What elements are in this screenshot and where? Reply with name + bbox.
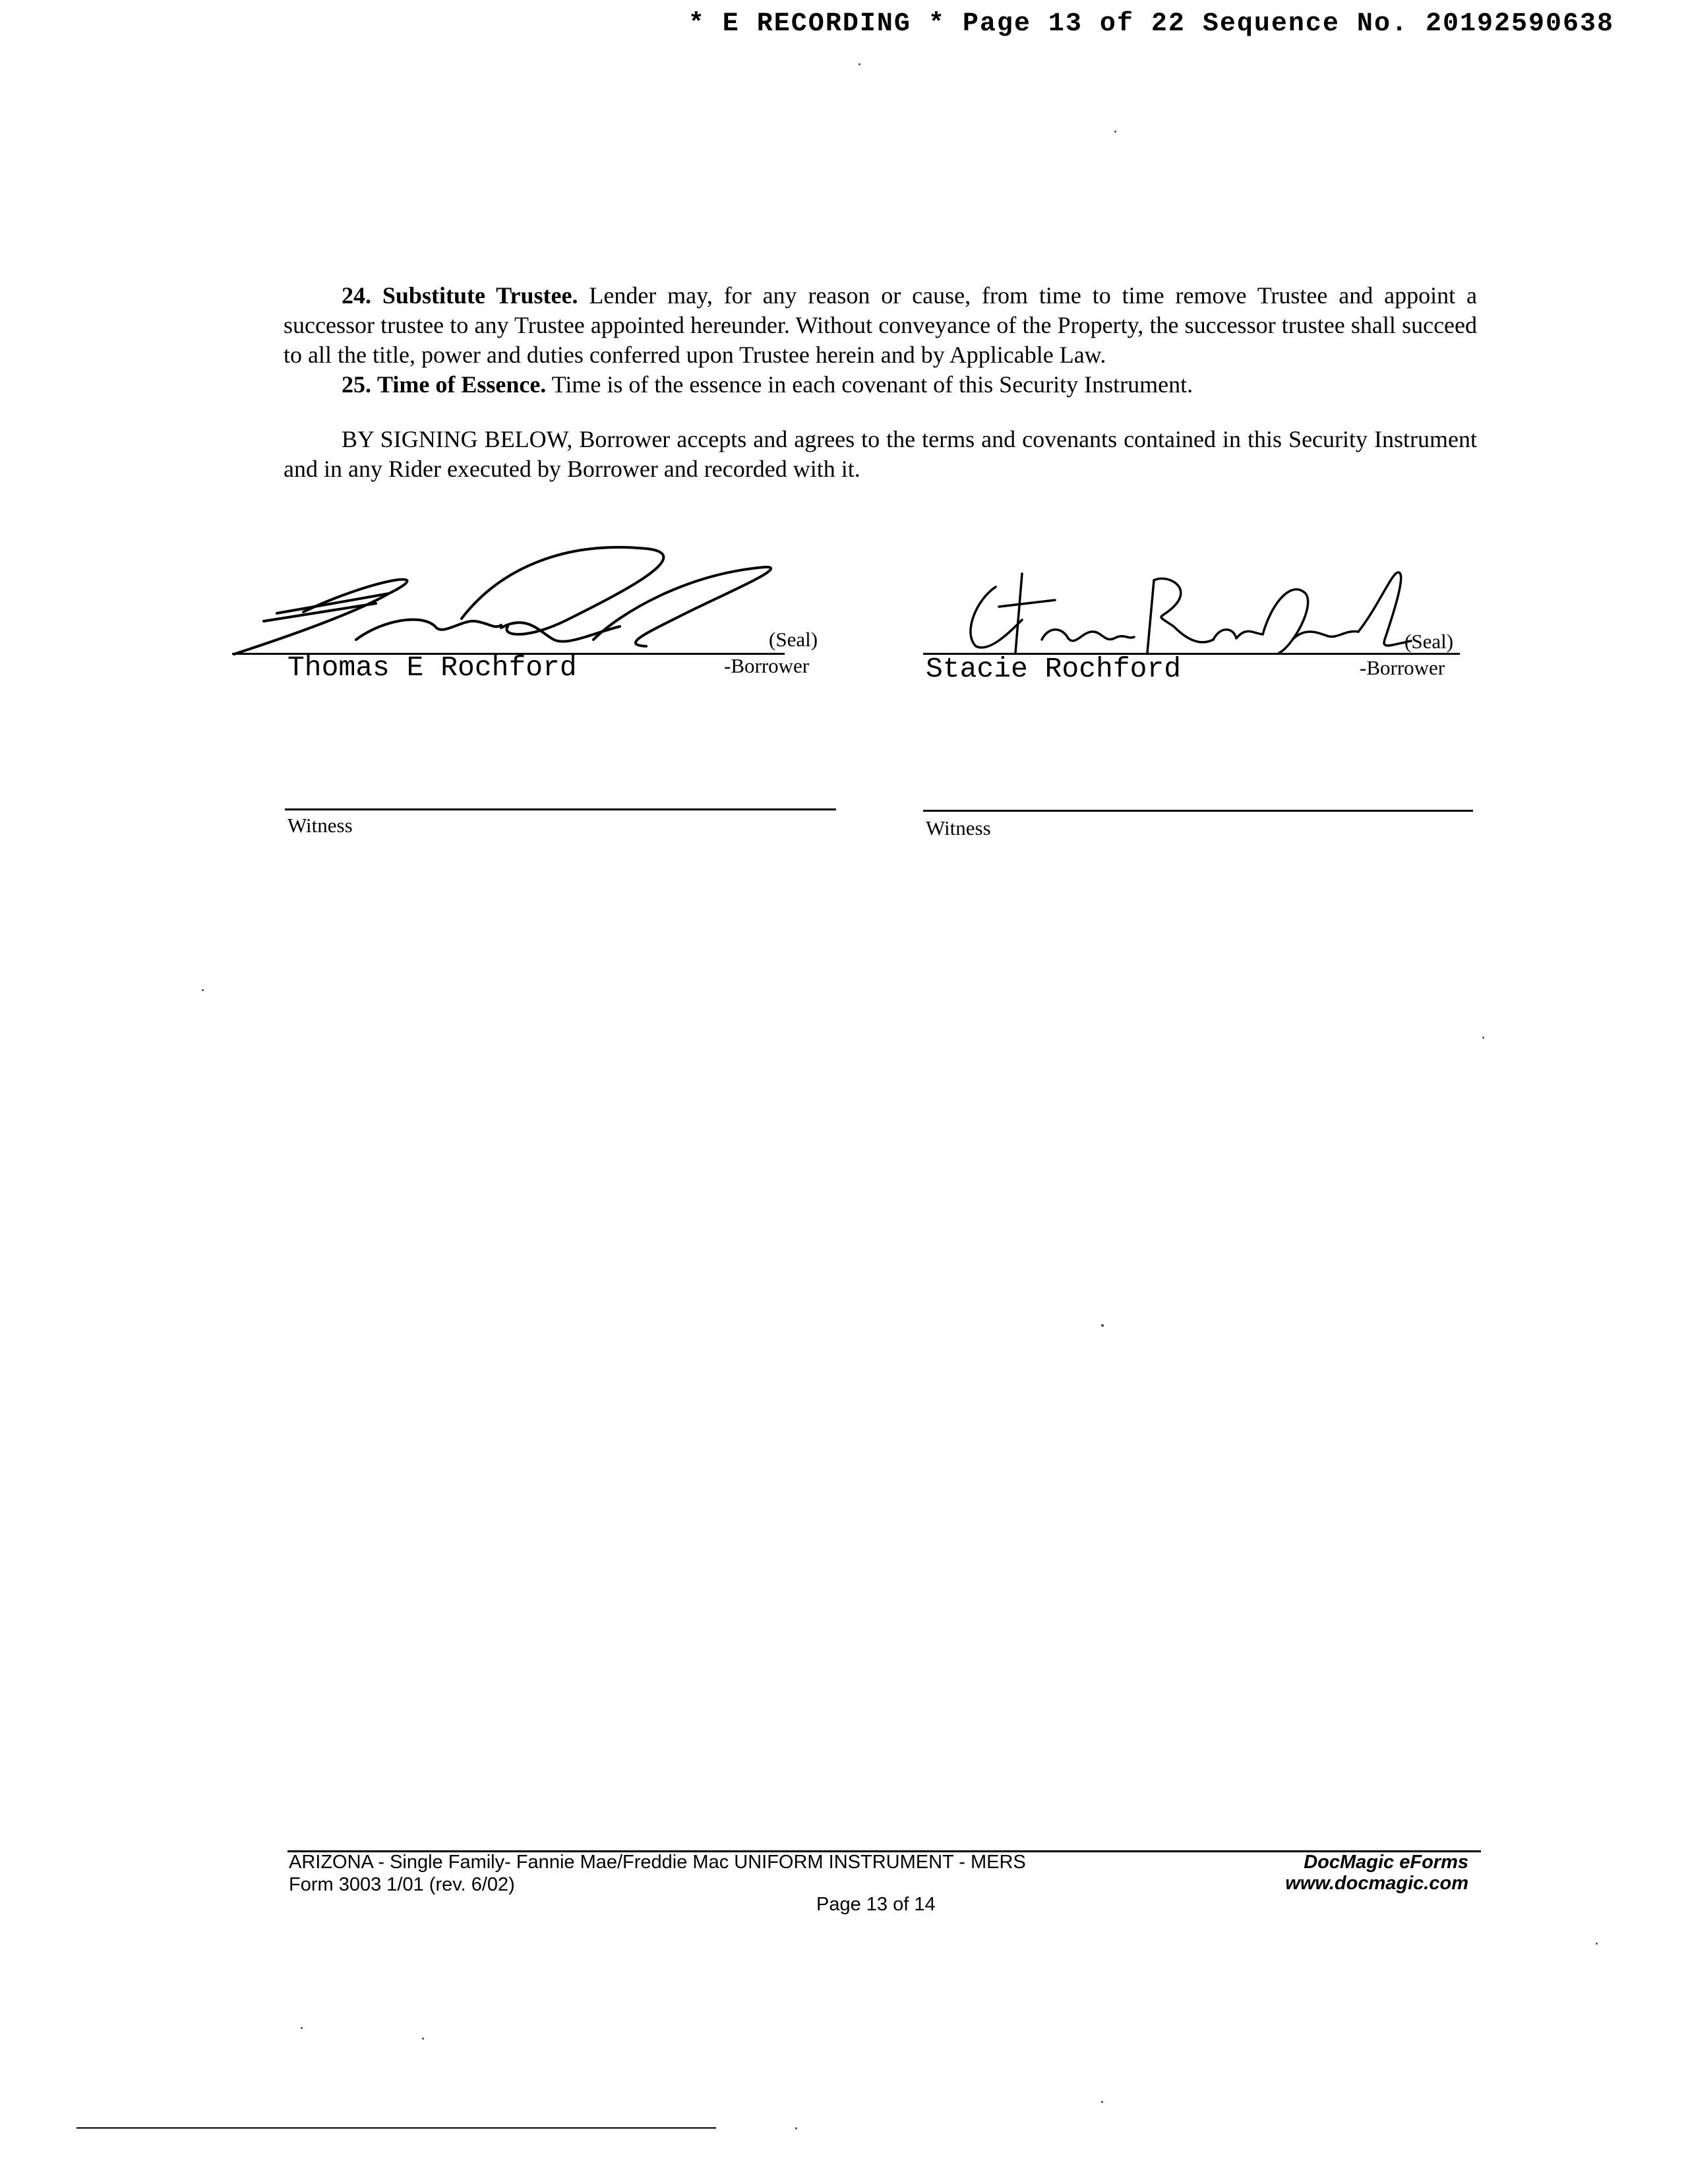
signing-statement: BY SIGNING BELOW, Borrower accepts and agrees to the terms and covenants contained in this Security Instrument and in any Rider executed by Borrower and recorded with it. [284,426,1477,482]
form-title: ARIZONA - Single Family- Fannie Mae/Freddie Mac UNIFORM INSTRUMENT - MERS [289,1852,1026,1873]
document-body [284,281,1477,484]
form-number: Form 3003 1/01 (rev. 6/02) [289,1874,515,1895]
section-title: Substitute Trustee. [382,282,578,309]
witness-label: Witness [926,816,991,839]
section-number: 24. [342,282,371,309]
witness-label: Witness [287,814,353,837]
seal-label: (Seal) [769,628,818,651]
section-number: 25. [342,371,371,398]
signature-stacie-rochford [936,561,1437,659]
witness-line-right [923,810,1473,812]
page-label: Page 13 of 14 [816,1894,936,1915]
section-title: Time of Essence. [377,371,547,398]
section-text: Time is of the essence in each covenant of this Security Instrument. [551,371,1193,398]
section-24 [284,281,1477,370]
signature-thomas-rochford [224,541,804,659]
borrower-role: -Borrower [1360,656,1445,679]
borrower-name: Thomas E Rochford [287,652,577,684]
borrower-name: Stacie Rochford [926,653,1182,685]
seal-label: (Seal) [1404,630,1454,653]
section-25 [284,370,1477,400]
brand-logo: DocMagic eForms [1304,1852,1468,1873]
borrower-role: -Borrower [724,654,810,677]
scan-rule [76,2127,716,2129]
recording-header: * E RECORDING * Page 13 of 22 Sequence No. 20192590638 [688,9,1614,39]
section-text: Lender may, for any reason or cause, from time to time remove Trustee and appoint a successor trustee to any Trustee appointed hereunder. Without conveyance of the Property, the successor trustee shall succeed to all the title, power and duties conferred upon Trustee herein and by Applicable Law. [284,282,1477,368]
website: www.docmagic.com [1285,1873,1468,1894]
witness-line-left [285,808,836,810]
